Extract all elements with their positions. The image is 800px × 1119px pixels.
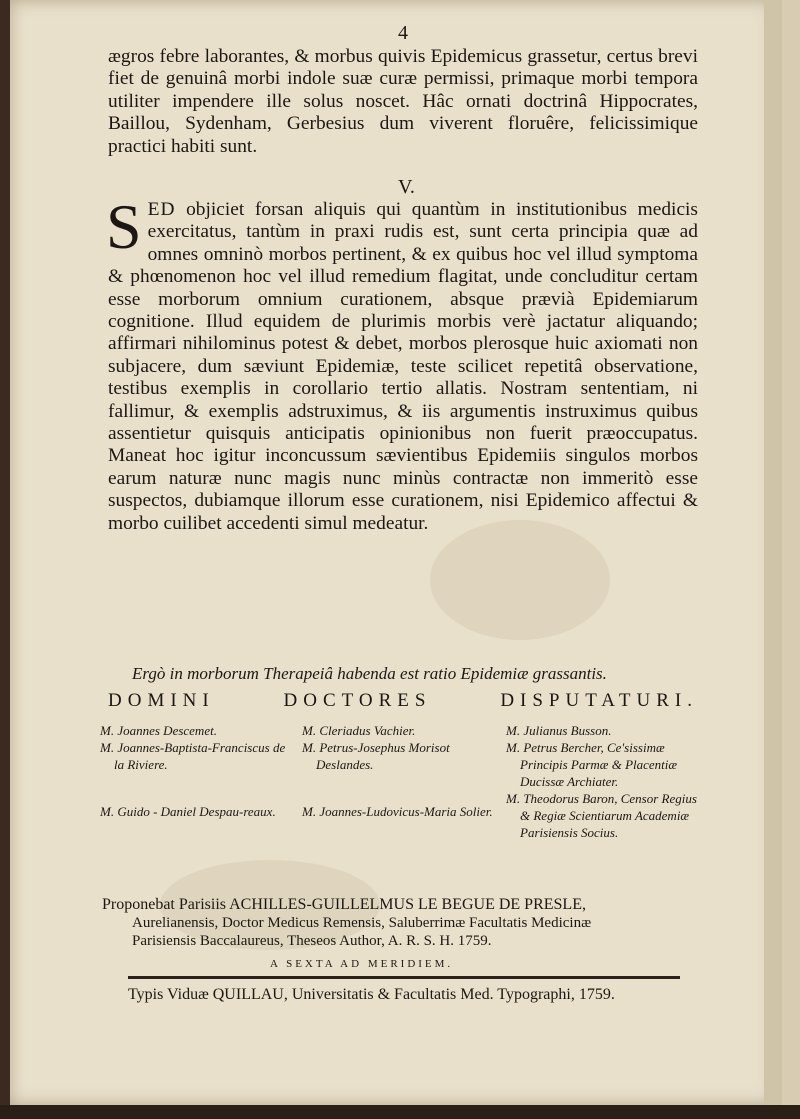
proponebat-block — [102, 896, 692, 950]
doctor-name: M. Joannes Descemet. — [100, 723, 217, 738]
proponebat-line-1: Proponebat Parisiis ACHILLES-GUILLELMUS LE BEGUE DE PRESLE, — [102, 896, 586, 913]
doctor-name: M. Petrus-Josephus Morisot Deslandes. — [302, 740, 450, 772]
document-page — [10, 0, 782, 1105]
doctor-name: M. Guido - Daniel Despau-reaux. — [100, 804, 276, 819]
paragraph-1 — [108, 46, 698, 158]
doctor-name: M. Joannes-Baptista-Franciscus de la Riviere. — [100, 740, 286, 772]
adjacent-page-edge — [782, 0, 800, 1105]
first-word: ED — [147, 199, 176, 220]
paragraph-2 — [106, 191, 698, 535]
disputants-heading: DOMINI DOCTORES DISPUTATURI. — [108, 690, 698, 711]
paper-stain — [430, 520, 610, 640]
horizontal-rule — [128, 976, 680, 979]
paragraph-1-text: ægros febre laborantes, & morbus quivis Epidemicus grassetur, certus brevi fiet de genuinâ morbi indole suæ curæ permissi, primaque morbi tempora utiliter impendere ille solus noscet. Hâc ornati doctrinâ Hippocrates, Baillou, Sydenham, Gerbesius dum viverent floruêre, felicissimique practici habiti sunt. — [108, 46, 698, 157]
doctor-name: M. Petrus Bercher, Ce'sissimæ Principis Parmæ & Placentiæ Ducissæ Archiater. — [506, 740, 678, 789]
doctors-column-3 — [506, 722, 701, 841]
section-number: V. — [398, 176, 415, 198]
printer-imprint: Typis Viduæ QUILLAU, Universitatis & Facultatis Med. Typographi, 1759. — [128, 986, 615, 1003]
page-edge — [764, 0, 782, 1105]
doctors-column-1 — [100, 722, 295, 820]
disputation-time: A SEXTA AD MERIDIEM. — [270, 958, 454, 970]
proponebat-line-2: Aurelianensis, Doctor Medicus Remensis, Saluberrimæ Facultatis Medicinæ — [132, 915, 592, 931]
doctors-column-2 — [302, 722, 497, 820]
book-bottom-edge — [0, 1105, 800, 1119]
paragraph-2-text: objiciet forsan aliquis qui quantùm in institutionibus medicis exercitatus, tantùm in praxi rudis est, sunt certa principia quæ ad omnes omninò morbos pertinent, & ex quibus hoc vel illud symptoma & phœnomenon hoc vel illud remedium flagitat, unde concluditur certam esse morborum omnium curationem, absque prævià Epidemiarum cognitione. Illud equidem de plurimis morbis verè jactatur aliquando; affirmari nihilominus potest & debet, morbos plerosque huic axiomati non subjacere, dum sæviunt Epidemiæ, teste scilicet repetitâ observatione, testibus exemplis in corollario tertio allatis. Nostram sententiam, ni fallimur, & exemplis adstruximus, & iis argumentis instruximus quibus assentietur quisquis anticipatis opinionibus non fuerit præoccupatus. Maneat hoc igitur inconcussum sævientibus Epidemiis singulos morbos earum naturæ nunc magis nunc minùs contractæ non immeritò esse suspectos, dubiamque illorum esse curationem, nisi Epidemico affectui & morbo cuilibet accedenti simul medeatur. — [108, 199, 698, 534]
folio-number: 4 — [398, 22, 408, 44]
doctor-name: M. Joannes-Ludovicus-Maria Solier. — [302, 804, 493, 819]
drop-cap: S — [106, 191, 142, 262]
doctor-name: M. Cleriadus Vachier. — [302, 723, 416, 738]
doctor-name: M. Julianus Busson. — [506, 723, 612, 738]
proponebat-line-3: Parisiensis Baccalaureus, Theseos Author, A. R. S. H. 1759. — [132, 933, 492, 949]
conclusion-statement: Ergò in morborum Therapeiâ habenda est ratio Epidemiæ grassantis. — [132, 664, 607, 683]
doctor-name: M. Theodorus Baron, Censor Regius & Regiæ Scientiarum Academiæ Parisiensis Socius. — [506, 791, 697, 840]
